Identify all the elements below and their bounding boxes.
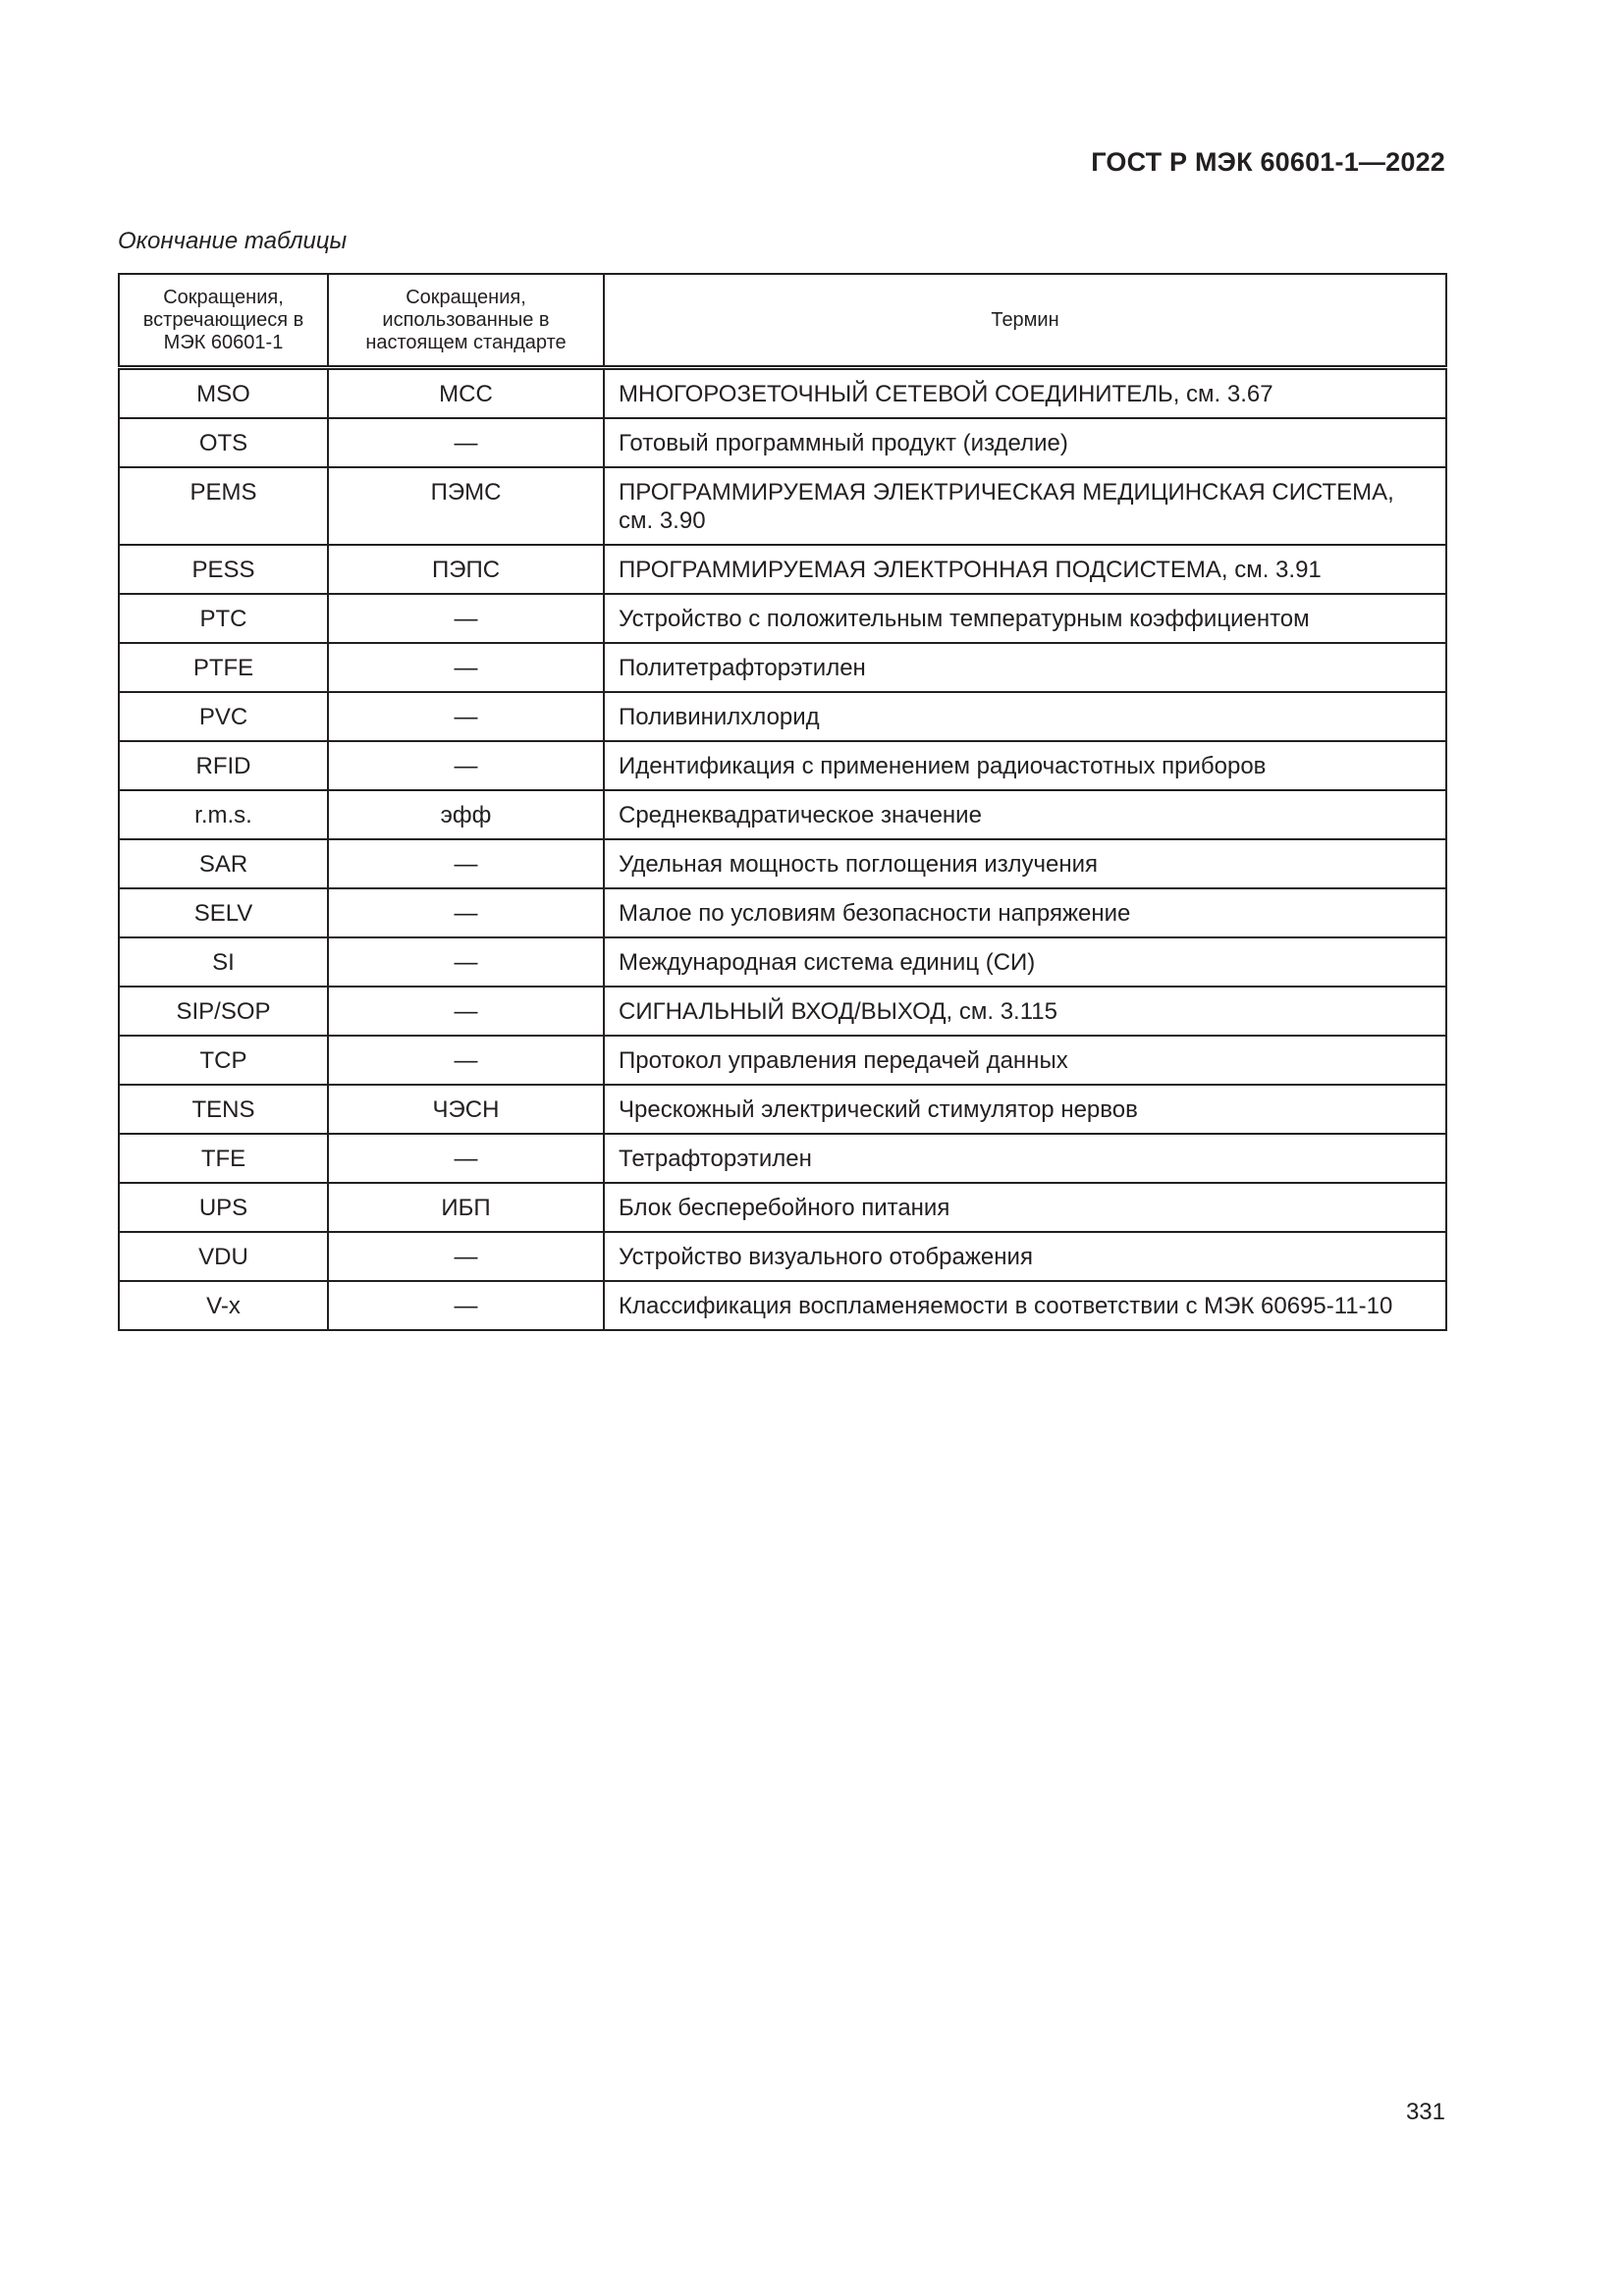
cell-iec-abbreviation: r.m.s. xyxy=(119,790,328,839)
table-row xyxy=(119,545,1446,594)
cell-iec-abbreviation: RFID xyxy=(119,741,328,790)
cell-term: МНОГОРОЗЕТОЧНЫЙ СЕТЕВОЙ СОЕДИНИТЕЛЬ, см. 3.67 xyxy=(604,368,1446,419)
cell-standard-abbreviation: — xyxy=(328,741,604,790)
cell-term: СИГНАЛЬНЫЙ ВХОД/ВЫХОД, см. 3.115 xyxy=(604,987,1446,1036)
table-row xyxy=(119,594,1446,643)
document-code: ГОСТ Р МЭК 60601-1—2022 xyxy=(1091,147,1445,177)
cell-iec-abbreviation: PTFE xyxy=(119,643,328,692)
cell-term: Устройство визуального отображения xyxy=(604,1232,1446,1281)
cell-term: Международная система единиц (СИ) xyxy=(604,937,1446,987)
cell-term: Среднеквадратическое значение xyxy=(604,790,1446,839)
cell-iec-abbreviation: PESS xyxy=(119,545,328,594)
cell-iec-abbreviation: SIP/SOP xyxy=(119,987,328,1036)
cell-standard-abbreviation: ЧЭСН xyxy=(328,1085,604,1134)
cell-standard-abbreviation: — xyxy=(328,839,604,888)
cell-term: Идентификация с применением радиочастотных приборов xyxy=(604,741,1446,790)
cell-standard-abbreviation: — xyxy=(328,987,604,1036)
table-row xyxy=(119,368,1446,419)
table-row xyxy=(119,888,1446,937)
cell-term: Малое по условиям безопасности напряжение xyxy=(604,888,1446,937)
cell-standard-abbreviation: эфф xyxy=(328,790,604,839)
cell-standard-abbreviation: — xyxy=(328,594,604,643)
cell-term: Блок бесперебойного питания xyxy=(604,1183,1446,1232)
cell-iec-abbreviation: MSO xyxy=(119,368,328,419)
cell-iec-abbreviation: TENS xyxy=(119,1085,328,1134)
table-row xyxy=(119,1232,1446,1281)
cell-iec-abbreviation: PEMS xyxy=(119,467,328,545)
table-header-row xyxy=(119,274,1446,368)
cell-standard-abbreviation: — xyxy=(328,888,604,937)
cell-standard-abbreviation: — xyxy=(328,418,604,467)
cell-standard-abbreviation: ПЭМС xyxy=(328,467,604,545)
table-row xyxy=(119,467,1446,545)
cell-standard-abbreviation: — xyxy=(328,937,604,987)
cell-standard-abbreviation: — xyxy=(328,692,604,741)
cell-standard-abbreviation: МСС xyxy=(328,368,604,419)
table-row xyxy=(119,692,1446,741)
table-body xyxy=(119,368,1446,1331)
cell-term: ПРОГРАММИРУЕМАЯ ЭЛЕКТРИЧЕСКАЯ МЕДИЦИНСКАЯ СИСТЕМА, см. 3.90 xyxy=(604,467,1446,545)
table-row xyxy=(119,1134,1446,1183)
cell-term: ПРОГРАММИРУЕМАЯ ЭЛЕКТРОННАЯ ПОДСИСТЕМА, см. 3.91 xyxy=(604,545,1446,594)
cell-standard-abbreviation: — xyxy=(328,1036,604,1085)
cell-iec-abbreviation: SAR xyxy=(119,839,328,888)
cell-standard-abbreviation: ПЭПС xyxy=(328,545,604,594)
cell-iec-abbreviation: PTC xyxy=(119,594,328,643)
table-row xyxy=(119,741,1446,790)
header-term: Термин xyxy=(604,274,1446,368)
cell-standard-abbreviation: — xyxy=(328,1281,604,1330)
cell-term: Поливинилхлорид xyxy=(604,692,1446,741)
table-caption: Окончание таблицы xyxy=(118,228,348,254)
table-row xyxy=(119,1183,1446,1232)
cell-term: Чрескожный электрический стимулятор нервов xyxy=(604,1085,1446,1134)
page-number: 331 xyxy=(1405,2099,1445,2125)
cell-term: Удельная мощность поглощения излучения xyxy=(604,839,1446,888)
cell-term: Устройство с положительным температурным коэффициентом xyxy=(604,594,1446,643)
table-row xyxy=(119,987,1446,1036)
table-row xyxy=(119,937,1446,987)
cell-term: Классификация воспламеняемости в соответствии с МЭК 60695-11-10 xyxy=(604,1281,1446,1330)
cell-iec-abbreviation: TCP xyxy=(119,1036,328,1085)
cell-iec-abbreviation: V-x xyxy=(119,1281,328,1330)
cell-standard-abbreviation: — xyxy=(328,1232,604,1281)
header-standard-abbreviations: Сокращения, использованные в настоящем стандарте xyxy=(328,274,604,368)
table-row xyxy=(119,790,1446,839)
table-row xyxy=(119,1281,1446,1330)
table-row xyxy=(119,1085,1446,1134)
cell-term: Готовый программный продукт (изделие) xyxy=(604,418,1446,467)
cell-iec-abbreviation: SI xyxy=(119,937,328,987)
table-row xyxy=(119,839,1446,888)
abbreviations-table xyxy=(118,273,1447,1331)
table-row xyxy=(119,1036,1446,1085)
cell-iec-abbreviation: VDU xyxy=(119,1232,328,1281)
cell-iec-abbreviation: OTS xyxy=(119,418,328,467)
cell-term: Протокол управления передачей данных xyxy=(604,1036,1446,1085)
table-row xyxy=(119,643,1446,692)
cell-standard-abbreviation: — xyxy=(328,643,604,692)
table-row xyxy=(119,418,1446,467)
cell-term: Тетрафторэтилен xyxy=(604,1134,1446,1183)
cell-iec-abbreviation: SELV xyxy=(119,888,328,937)
cell-iec-abbreviation: UPS xyxy=(119,1183,328,1232)
cell-standard-abbreviation: — xyxy=(328,1134,604,1183)
cell-standard-abbreviation: ИБП xyxy=(328,1183,604,1232)
cell-iec-abbreviation: PVC xyxy=(119,692,328,741)
header-iec-abbreviations: Сокращения, встречающиеся в МЭК 60601-1 xyxy=(119,274,328,368)
cell-iec-abbreviation: TFE xyxy=(119,1134,328,1183)
cell-term: Политетрафторэтилен xyxy=(604,643,1446,692)
